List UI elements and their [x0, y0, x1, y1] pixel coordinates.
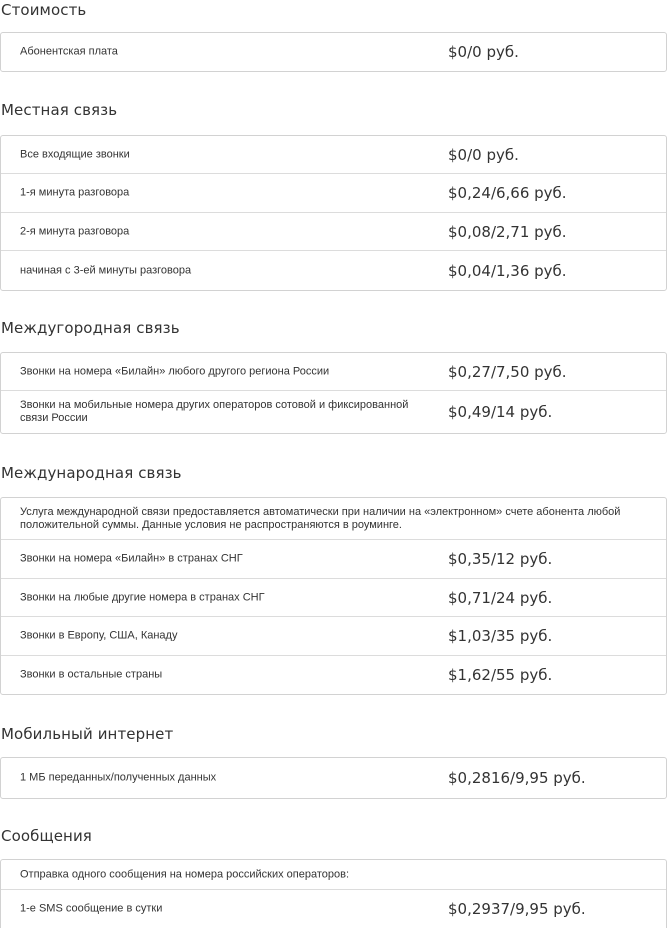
price-row — [1, 890, 666, 928]
row-price: $0,24/6,66 руб. — [448, 184, 567, 202]
price-row — [1, 136, 666, 174]
price-table — [0, 757, 667, 799]
row-label: 1-я минута разговора — [20, 186, 130, 199]
row-price: $0,49/14 руб. — [448, 403, 553, 421]
row-price: $0,04/1,36 руб. — [448, 261, 567, 280]
row-label: 1 МБ переданных/полученных данных — [20, 771, 217, 784]
price-row — [1, 758, 666, 798]
price-row — [1, 391, 666, 433]
price-row — [1, 579, 666, 617]
price-table — [0, 859, 667, 928]
section-title: Международная связь — [1, 464, 182, 482]
row-price: $0,08/2,71 руб. — [448, 222, 567, 241]
row-price: $1,62/55 руб. — [448, 666, 553, 684]
row-label: Звонки на номера «Билайн» любого другого региона России — [20, 365, 330, 377]
price-row — [1, 353, 666, 391]
row-label: 2-я минута разговора — [20, 225, 130, 237]
row-label: Звонки на номера «Билайн» в странах СНГ — [20, 552, 243, 565]
row-price: $1,03/35 руб. — [448, 627, 553, 645]
price-table — [0, 32, 667, 72]
row-price: $0,27/7,50 руб. — [448, 362, 567, 381]
row-price: $0,2937/9,95 руб. — [448, 900, 586, 918]
row-price: $0/0 руб. — [448, 43, 519, 61]
price-row — [1, 174, 666, 213]
price-row — [1, 617, 666, 656]
section-title: Междугородная связь — [1, 319, 180, 337]
row-label: начиная с 3-ей минуты разговора — [20, 264, 192, 276]
row-price: $0,71/24 руб. — [448, 588, 553, 607]
row-label: Звонки в Европу, США, Канаду — [20, 629, 178, 642]
row-label: 1-е SMS сообщение в сутки — [20, 902, 163, 915]
price-table — [0, 135, 667, 291]
row-price: $0/0 руб. — [448, 145, 519, 164]
price-row — [1, 656, 666, 694]
row-label: Все входящие звонки — [20, 148, 130, 160]
row-note: Отправка одного сообщения на номера российских операторов: — [20, 868, 350, 880]
price-table — [0, 497, 667, 695]
section-title: Стоимость — [1, 1, 87, 19]
row-label: Звонки на мобильные номера других операторов сотовой и фиксированной связи России — [20, 399, 409, 424]
row-price: $0,2816/9,95 руб. — [448, 769, 586, 787]
price-table — [0, 352, 667, 434]
note-row — [1, 498, 666, 540]
price-row — [1, 540, 666, 579]
note-row — [1, 860, 666, 890]
price-row — [1, 33, 666, 71]
section-title: Мобильный интернет — [1, 725, 174, 743]
row-label: Абонентская плата — [20, 45, 118, 58]
section-title: Сообщения — [1, 827, 92, 845]
row-note: Услуга международной связи предоставляется автоматически при наличии на «электронном» счете абонента любой положительной суммы. Данные условия не распространяются в роуминге. — [20, 505, 621, 531]
row-price: $0,35/12 руб. — [448, 550, 553, 568]
row-label: Звонки на любые другие номера в странах СНГ — [20, 591, 265, 603]
row-label: Звонки в остальные страны — [20, 668, 163, 681]
price-row — [1, 251, 666, 290]
section-title: Местная связь — [1, 101, 118, 119]
price-row — [1, 213, 666, 251]
